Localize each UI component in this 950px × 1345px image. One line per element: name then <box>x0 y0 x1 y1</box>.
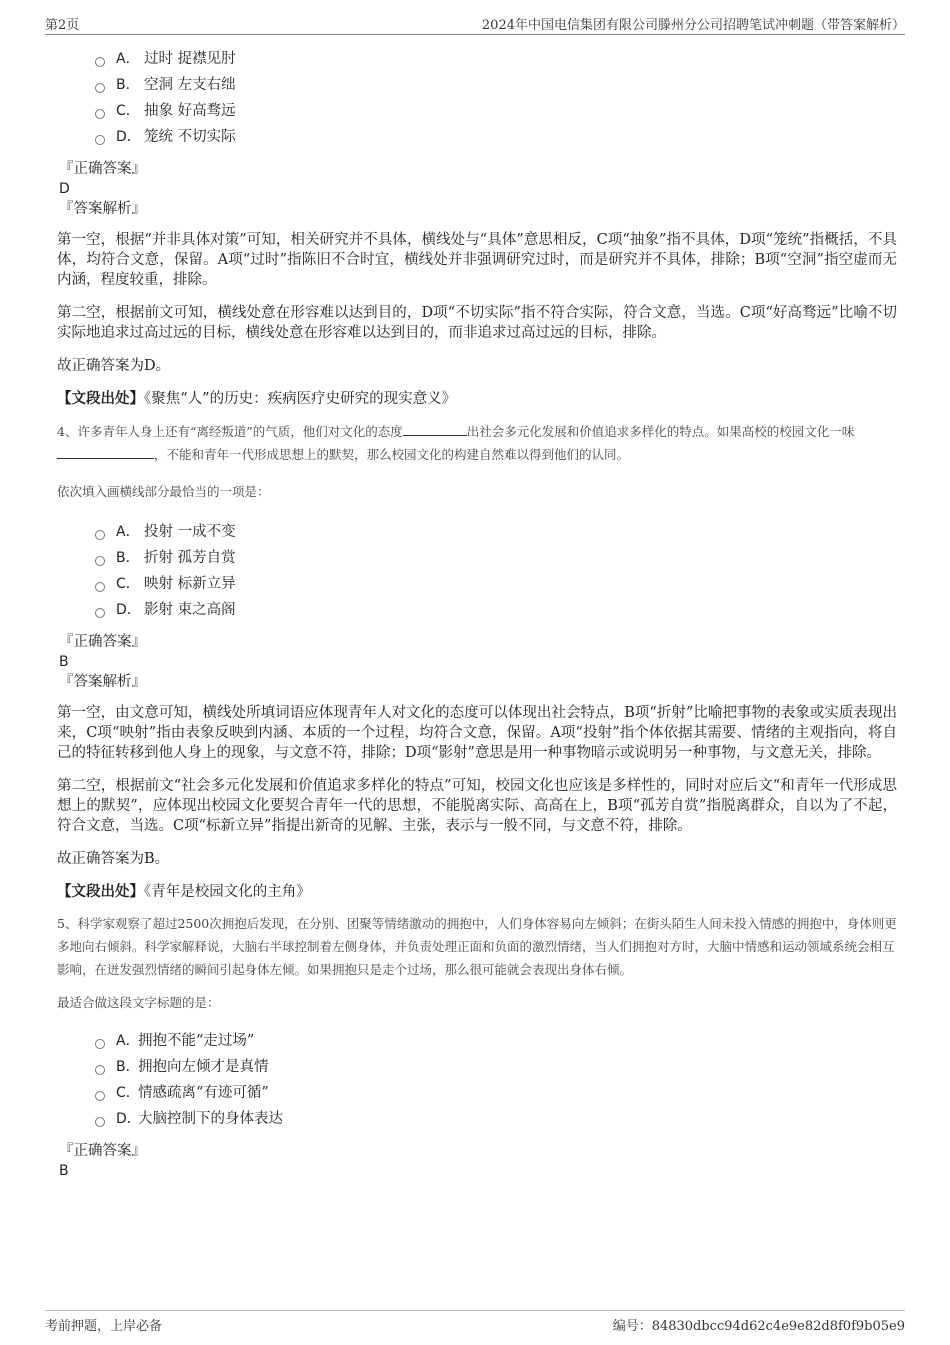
source-title: 《聚焦“人”的历史：疾病医疗史研究的现实意义》 <box>144 391 457 407</box>
q5-option-c[interactable]: C． 情感疏离“有迹可循” <box>95 1080 897 1106</box>
q4-stem: 4、许多青年人身上还有“离经叛道”的气质，他们对文化的态度 出社会多元化发展和价值追求多样化的特点。如果高校的校园文化一味，不能和青年一代形成思想上的默契，那么校园文化的构建自然难以得到他们的认同。 <box>57 420 897 466</box>
radio-icon[interactable] <box>95 1065 105 1075</box>
q3-option-b[interactable]: B． 空洞 左支右绌 <box>95 72 897 98</box>
q4-analysis-3: 故正确答案为B。 <box>57 851 170 867</box>
q3-options <box>95 46 897 150</box>
source-tag: 【文段出处】 <box>57 390 144 407</box>
q3-source <box>57 389 897 409</box>
q4-analysis-1: 第一空，由文意可知，横线处所填词语应体现青年人对文化的态度可以体现出社会特点，B项“折射”比喻把事物的表象或实质表现出来，C项“映射”指由表象反映到内涵、本质的一个过程，均符合文意，保留。A项“投射”指个体依据其需要、情绪的主观指向，将自己的特征转移到他人身上的现象，与文意不符，排除；D项“影射”意思是用一种事物暗示或说明另一种事物，与文意无关，排除。 <box>57 705 897 761</box>
q4-option-c[interactable]: C． 映射 标新立异 <box>95 571 897 597</box>
q3-option-a[interactable]: A． 过时 捉襟见肘 <box>95 46 897 72</box>
radio-icon[interactable] <box>95 135 105 145</box>
radio-icon[interactable] <box>95 582 105 592</box>
radio-icon[interactable] <box>95 1039 105 1049</box>
q3-answer-label: 『正确答案』 <box>59 161 146 177</box>
q4-blank-1 <box>403 421 467 436</box>
q4-option-b[interactable]: B． 折射 孤芳自赏 <box>95 545 897 571</box>
q3-analysis-1: 第一空，根据“并非具体对策”可知，相关研究并不具体，横线处与“具体”意思相反，C项“抽象”指不具体，D项“笼统”指概括，不具体，均符合文意，保留。A项“过时”指陈旧不合时宜，横线处并非强调研究过时，而是研究并不具体，排除；B项“空洞”指空虚而无内涵，程度较重，排除。 <box>57 232 897 288</box>
q3-analysis-label: 『答案解析』 <box>59 201 146 217</box>
q4-options <box>95 519 897 623</box>
q3-analysis-2: 第二空，根据前文可知，横线处意在形容难以达到目的，D项“不切实际”指不符合实际，符合文意，当选。C项“好高骛远”比喻不切实际地追求过高过远的目标，横线处意在形容难以达到目的，而非追求过高过远的目标，排除。 <box>57 305 897 341</box>
q3-answer: D <box>59 181 70 197</box>
q4-answer-label: 『正确答案』 <box>59 634 146 650</box>
radio-icon[interactable] <box>95 556 105 566</box>
radio-icon[interactable] <box>95 1117 105 1127</box>
footer-slogan: 考前押题，上岸必备 <box>45 1319 163 1334</box>
q4-analysis-2: 第二空，根据前文“社会多元化发展和价值追求多样化的特点”可知，校园文化也应该是多样性的，同时对应后文“和青年一代形成思想上的默契”，应体现出校园文化要契合青年一代的思想，不能脱离实际、高高在上，B项“孤芳自赏”指脱离群众，自以为了不起，符合文意，当选。C项“标新立异”指提出新奇的见解、主张，表示与一般不同，与文意不符，排除。 <box>57 778 897 834</box>
radio-icon[interactable] <box>95 530 105 540</box>
q3-option-c[interactable]: C． 抽象 好高骛远 <box>95 98 897 124</box>
q5-option-d[interactable]: D． 大脑控制下的身体表达 <box>95 1106 897 1132</box>
radio-icon[interactable] <box>95 1091 105 1101</box>
q5-option-b[interactable]: B． 拥抱向左倾才是真情 <box>95 1054 897 1080</box>
q4-blank-2 <box>57 444 154 459</box>
radio-icon[interactable] <box>95 608 105 618</box>
q3-analysis-3: 故正确答案为D。 <box>57 358 171 374</box>
q4-instruction: 依次填入画横线部分最恰当的一项是： <box>57 484 270 499</box>
q4-option-d[interactable]: D． 影射 束之高阁 <box>95 597 897 623</box>
document-id: 编号：84830dbcc94d62c4e9e82d8f0f9b05e9 <box>612 1319 905 1334</box>
page-content <box>57 44 897 1180</box>
q3-option-d[interactable]: D． 笼统 不切实际 <box>95 124 897 150</box>
radio-icon[interactable] <box>95 83 105 93</box>
q5-answer: B <box>59 1163 69 1179</box>
q5-answer-label: 『正确答案』 <box>59 1143 146 1159</box>
q4-answer: B <box>59 654 69 670</box>
page-number: 第2页 <box>45 18 80 33</box>
q4-source <box>57 882 897 902</box>
q5-options <box>95 1028 897 1132</box>
q5-instruction: 最适合做这段文字标题的是： <box>57 995 220 1010</box>
source-title: 《青年是校园文化的主角》 <box>144 884 311 900</box>
document-title: 2024年中国电信集团有限公司滕州分公司招聘笔试冲刺题（带答案解析） <box>481 18 905 33</box>
page-header <box>45 14 905 35</box>
radio-icon[interactable] <box>95 57 105 67</box>
q4-analysis-label: 『答案解析』 <box>59 674 146 690</box>
radio-icon[interactable] <box>95 109 105 119</box>
q5-stem: 5、科学家观察了超过2500次拥抱后发现，在分别、团聚等情绪激动的拥抱中，人们身体容易向左倾斜；在街头陌生人间未投入情感的拥抱中，身体则更多地向右倾斜。科学家解释说，大脑右半球控制着左侧身体，并负责处理正面和负面的激烈情绪，当人们拥抱对方时，大脑中情感和运动领域系统会相互影响，在迸发强烈情绪的瞬间引起身体左倾。如果拥抱只是走个过场，那么很可能就会表现出身体右倾。 <box>57 916 897 977</box>
q5-option-a[interactable]: A． 拥抱不能“走过场” <box>95 1028 897 1054</box>
source-tag: 【文段出处】 <box>57 883 144 900</box>
q4-option-a[interactable]: A． 投射 一成不变 <box>95 519 897 545</box>
page-footer <box>45 1310 905 1335</box>
